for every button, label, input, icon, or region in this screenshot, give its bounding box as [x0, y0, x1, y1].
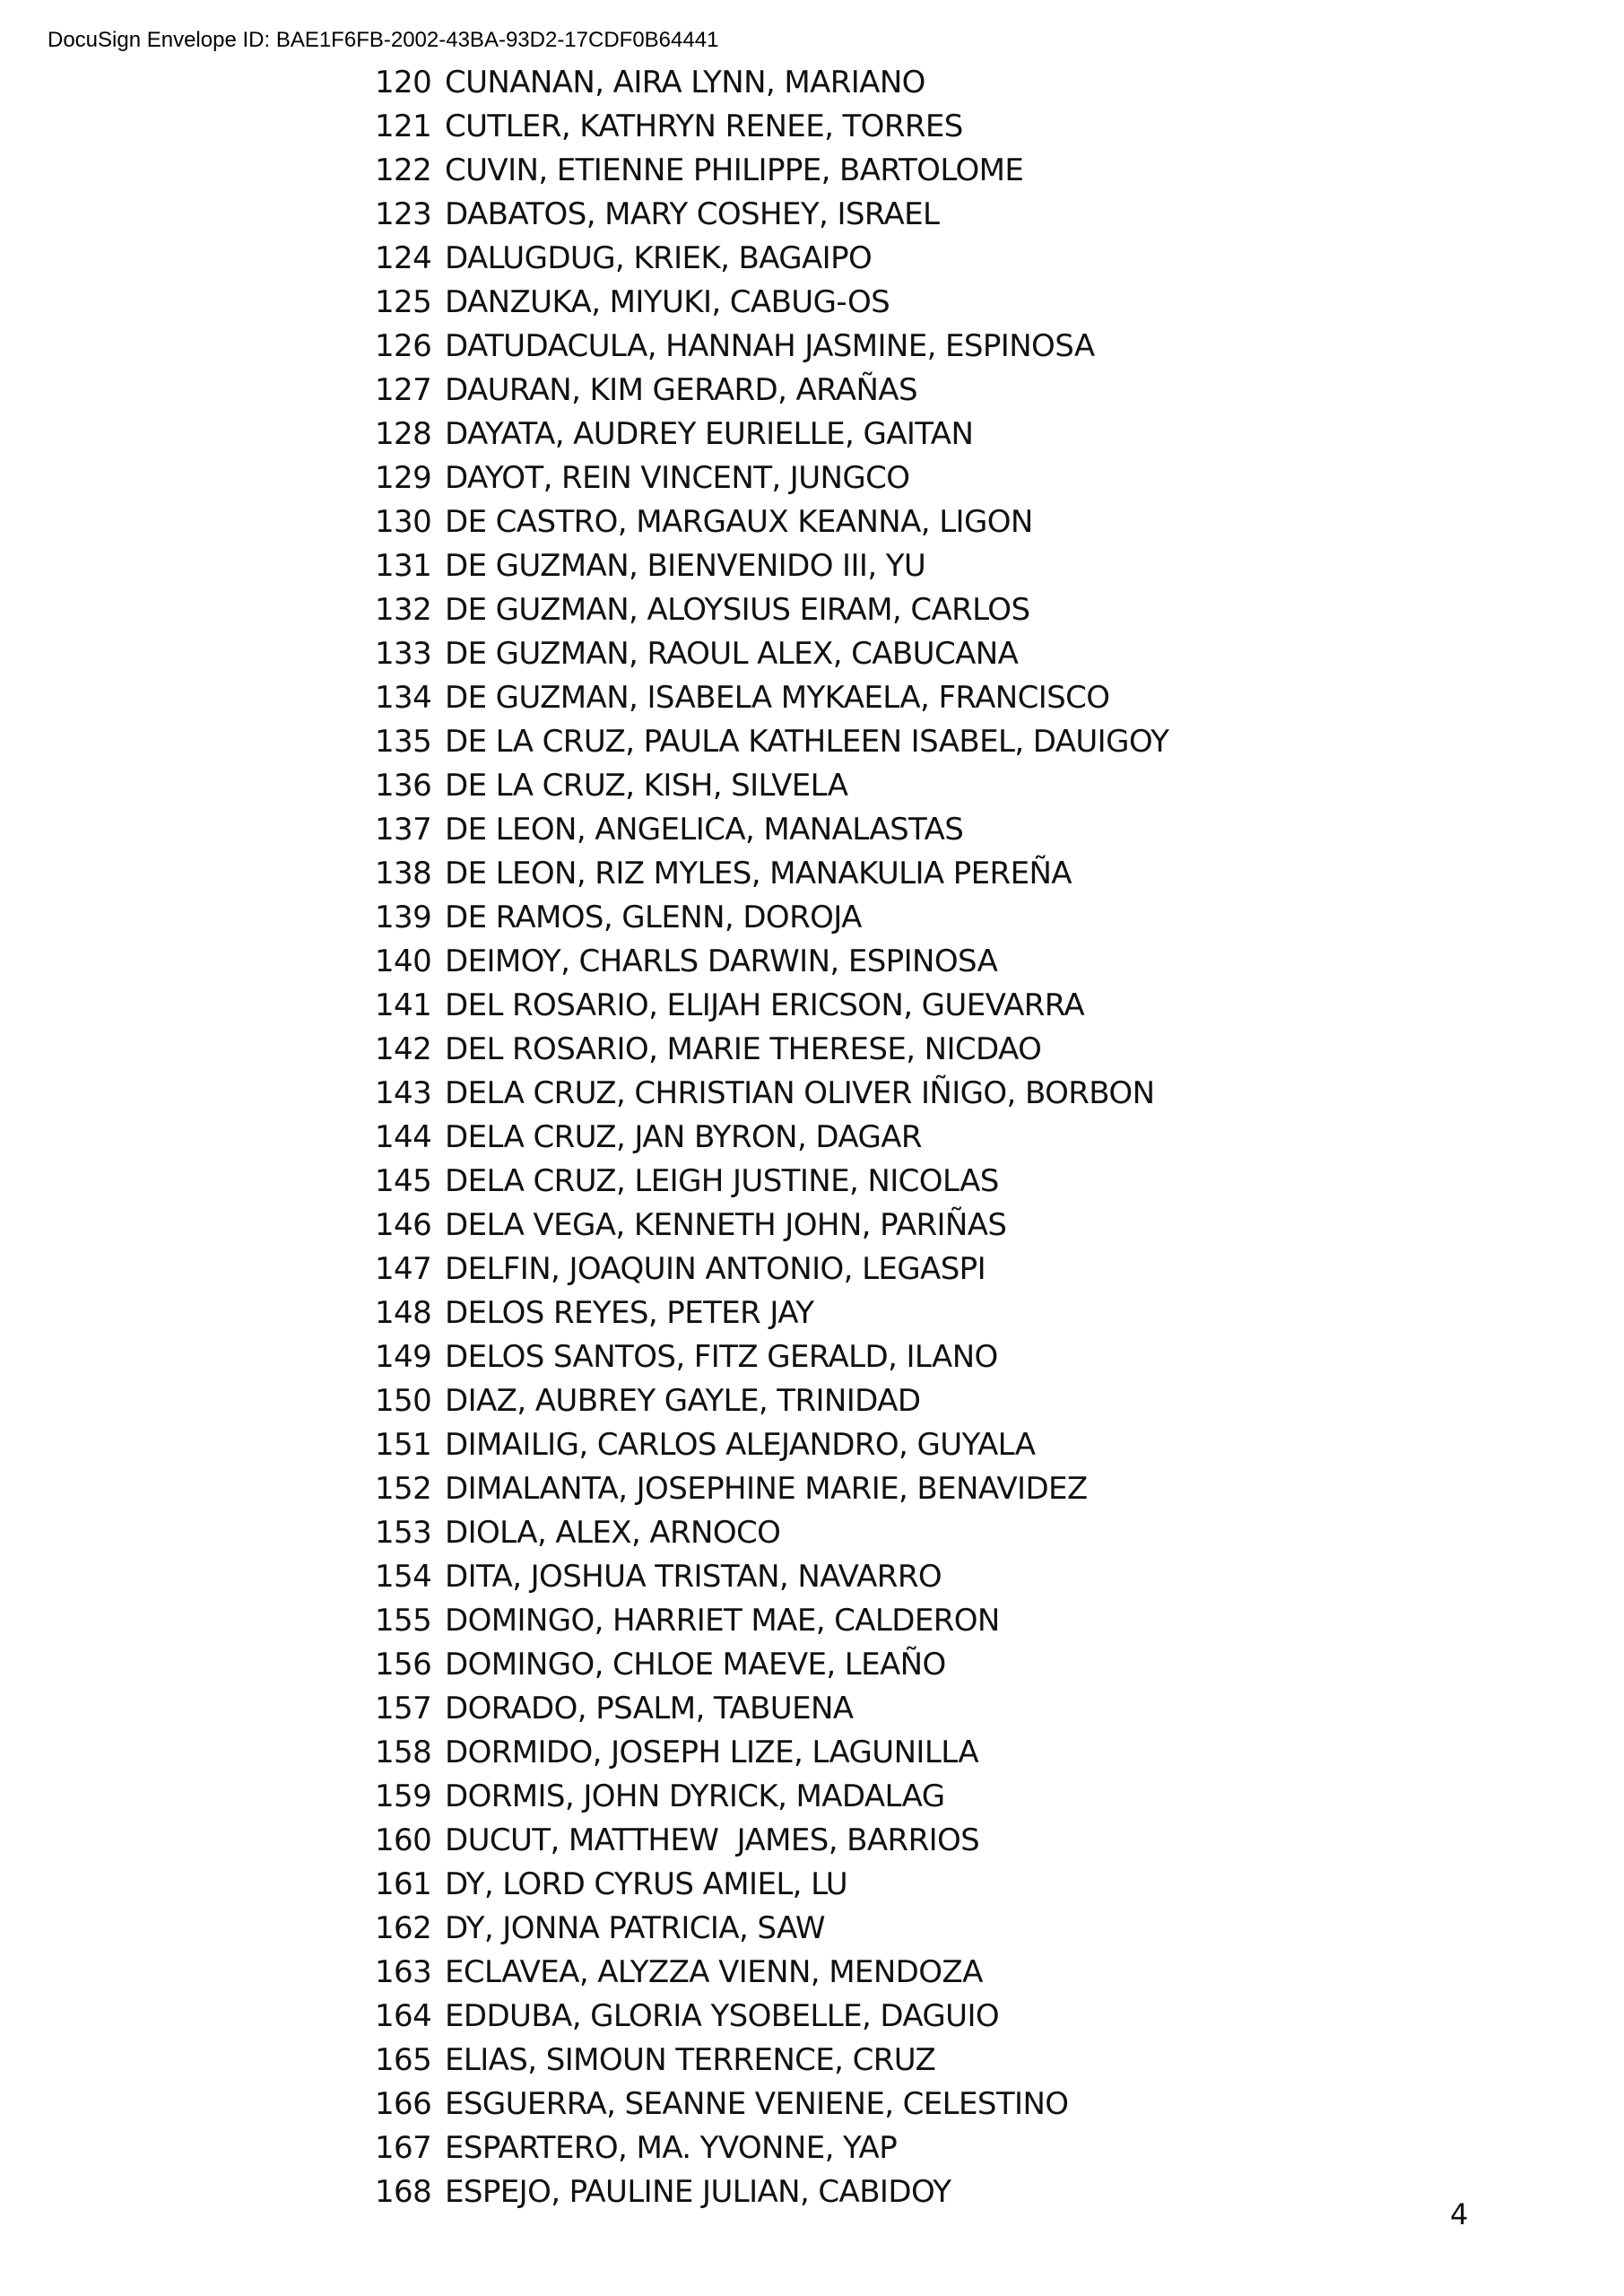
- entry-name: DE GUZMAN, BIENVENIDO III, YU: [445, 547, 926, 584]
- list-item: [375, 1071, 1168, 1115]
- list-item: [375, 368, 1168, 412]
- list-item: [375, 763, 1168, 807]
- entry-number: 147: [375, 1250, 432, 1287]
- list-item: [375, 587, 1168, 631]
- entry-number: 138: [375, 855, 432, 891]
- entry-name: DE LA CRUZ, PAULA KATHLEEN ISABEL, DAUIGOY: [445, 723, 1169, 760]
- entry-name: DORMIDO, JOSEPH LIZE, LAGUNILLA: [445, 1734, 978, 1770]
- entry-number: 142: [375, 1031, 432, 1067]
- entry-number: 156: [375, 1646, 432, 1683]
- entry-number: 139: [375, 899, 432, 935]
- entry-number: 164: [375, 1997, 432, 2034]
- entry-number: 131: [375, 547, 432, 584]
- entry-number: 140: [375, 943, 432, 979]
- entry-number: 149: [375, 1338, 432, 1375]
- list-item: [375, 675, 1168, 719]
- list-item: [375, 939, 1168, 983]
- entry-name: DANZUKA, MIYUKI, CABUG-OS: [445, 283, 890, 320]
- list-item: [375, 412, 1168, 456]
- entry-name: DELOS SANTOS, FITZ GERALD, ILANO: [445, 1338, 998, 1375]
- list-item: [375, 456, 1168, 500]
- list-item: [375, 895, 1168, 939]
- entry-number: 143: [375, 1074, 432, 1111]
- entry-name: ECLAVEA, ALYZZA VIENN, MENDOZA: [445, 1953, 983, 1990]
- entry-number: 160: [375, 1822, 432, 1858]
- entry-number: 168: [375, 2173, 432, 2210]
- list-item: [375, 324, 1168, 368]
- list-item: [375, 192, 1168, 236]
- entry-name: CUTLER, KATHRYN RENEE, TORRES: [445, 108, 963, 144]
- list-item: [375, 2170, 1168, 2213]
- entry-number: 163: [375, 1953, 432, 1990]
- list-item: [375, 1159, 1168, 1203]
- entry-number: 121: [375, 108, 432, 144]
- entry-name: DAURAN, KIM GERARD, ARAÑAS: [445, 371, 917, 408]
- entry-name: DEL ROSARIO, MARIE THERESE, NICDAO: [445, 1031, 1042, 1067]
- entry-number: 148: [375, 1294, 432, 1331]
- entry-name: DELA CRUZ, CHRISTIAN OLIVER IÑIGO, BORBON: [445, 1074, 1155, 1111]
- entry-number: 155: [375, 1602, 432, 1639]
- entry-name: DE GUZMAN, RAOUL ALEX, CABUCANA: [445, 635, 1019, 672]
- entry-number: 157: [375, 1690, 432, 1726]
- entry-name: DE GUZMAN, ALOYSIUS EIRAM, CARLOS: [445, 591, 1030, 628]
- entry-number: 141: [375, 987, 432, 1023]
- list-item: [375, 1115, 1168, 1159]
- entry-name: DE LA CRUZ, KISH, SILVELA: [445, 767, 848, 804]
- entry-number: 122: [375, 152, 432, 188]
- list-item: [375, 1774, 1168, 1818]
- entry-number: 127: [375, 371, 432, 408]
- list-item: [375, 2126, 1168, 2170]
- entry-name: DIMAILIG, CARLOS ALEJANDRO, GUYALA: [445, 1426, 1036, 1463]
- entry-number: 134: [375, 679, 432, 716]
- list-item: [375, 983, 1168, 1027]
- entry-name: ELIAS, SIMOUN TERRENCE, CRUZ: [445, 2041, 936, 2078]
- list-item: [375, 1598, 1168, 1642]
- list-item: [375, 104, 1168, 148]
- entry-number: 159: [375, 1778, 432, 1814]
- entry-name: DY, LORD CYRUS AMIEL, LU: [445, 1866, 848, 1902]
- entry-name: ESPEJO, PAULINE JULIAN, CABIDOY: [445, 2173, 951, 2210]
- entry-name: DITA, JOSHUA TRISTAN, NAVARRO: [445, 1558, 942, 1595]
- envelope-id-header: DocuSign Envelope ID: BAE1F6FB-2002-43BA-93D2-17CDF0B64441: [48, 28, 719, 52]
- entry-name: DABATOS, MARY COSHEY, ISRAEL: [445, 196, 940, 232]
- list-item: [375, 1378, 1168, 1422]
- list-item: [375, 236, 1168, 280]
- entry-name: DORMIS, JOHN DYRICK, MADALAG: [445, 1778, 945, 1814]
- entry-name: DEL ROSARIO, ELIJAH ERICSON, GUEVARRA: [445, 987, 1085, 1023]
- entry-name: DELA CRUZ, LEIGH JUSTINE, NICOLAS: [445, 1162, 999, 1199]
- list-item: [375, 148, 1168, 192]
- list-item: [375, 1422, 1168, 1466]
- entry-number: 162: [375, 1909, 432, 1946]
- list-item: [375, 1247, 1168, 1291]
- list-item: [375, 1027, 1168, 1071]
- entry-name: DIMALANTA, JOSEPHINE MARIE, BENAVIDEZ: [445, 1470, 1088, 1507]
- entry-number: 166: [375, 2085, 432, 2122]
- entry-name: DIOLA, ALEX, ARNOCO: [445, 1514, 781, 1551]
- entry-name: CUNANAN, AIRA LYNN, MARIANO: [445, 64, 925, 100]
- list-item: [375, 1335, 1168, 1378]
- list-item: [375, 1203, 1168, 1247]
- list-item: [375, 851, 1168, 895]
- entry-number: 136: [375, 767, 432, 804]
- list-item: [375, 544, 1168, 587]
- entry-number: 144: [375, 1118, 432, 1155]
- entry-name: DOMINGO, HARRIET MAE, CALDERON: [445, 1602, 1000, 1639]
- entry-name: ESPARTERO, MA. YVONNE, YAP: [445, 2129, 898, 2166]
- entry-number: 152: [375, 1470, 432, 1507]
- list-item: [375, 1466, 1168, 1510]
- list-item: [375, 1291, 1168, 1335]
- list-item: [375, 1950, 1168, 1994]
- list-item: [375, 719, 1168, 763]
- entry-number: 137: [375, 811, 432, 848]
- name-list: [375, 60, 1168, 2213]
- entry-name: DATUDACULA, HANNAH JASMINE, ESPINOSA: [445, 327, 1095, 364]
- entry-name: DOMINGO, CHLOE MAEVE, LEAÑO: [445, 1646, 946, 1683]
- list-item: [375, 1730, 1168, 1774]
- entry-name: DE RAMOS, GLENN, DOROJA: [445, 899, 862, 935]
- entry-name: CUVIN, ETIENNE PHILIPPE, BARTOLOME: [445, 152, 1024, 188]
- entry-name: DELOS REYES, PETER JAY: [445, 1294, 814, 1331]
- list-item: [375, 1862, 1168, 1906]
- entry-name: DAYATA, AUDREY EURIELLE, GAITAN: [445, 415, 974, 452]
- entry-number: 154: [375, 1558, 432, 1595]
- list-item: [375, 807, 1168, 851]
- entry-number: 167: [375, 2129, 432, 2166]
- list-item: [375, 1642, 1168, 1686]
- entry-number: 126: [375, 327, 432, 364]
- entry-name: DUCUT, MATTHEW JAMES, BARRIOS: [445, 1822, 980, 1858]
- entry-number: 125: [375, 283, 432, 320]
- entry-name: DALUGDUG, KRIEK, BAGAIPO: [445, 239, 873, 276]
- entry-number: 150: [375, 1382, 432, 1419]
- entry-name: DE GUZMAN, ISABELA MYKAELA, FRANCISCO: [445, 679, 1110, 716]
- list-item: [375, 1818, 1168, 1862]
- entry-name: DE LEON, RIZ MYLES, MANAKULIA PEREÑA: [445, 855, 1072, 891]
- list-item: [375, 60, 1168, 104]
- entry-number: 153: [375, 1514, 432, 1551]
- list-item: [375, 280, 1168, 324]
- list-item: [375, 1510, 1168, 1554]
- entry-number: 145: [375, 1162, 432, 1199]
- entry-name: DIAZ, AUBREY GAYLE, TRINIDAD: [445, 1382, 921, 1419]
- entry-name: DEIMOY, CHARLS DARWIN, ESPINOSA: [445, 943, 998, 979]
- entry-name: DY, JONNA PATRICIA, SAW: [445, 1909, 825, 1946]
- entry-name: DE CASTRO, MARGAUX KEANNA, LIGON: [445, 503, 1033, 540]
- entry-number: 124: [375, 239, 432, 276]
- entry-name: DELFIN, JOAQUIN ANTONIO, LEGASPI: [445, 1250, 986, 1287]
- list-item: [375, 1686, 1168, 1730]
- entry-number: 130: [375, 503, 432, 540]
- entry-number: 158: [375, 1734, 432, 1770]
- list-item: [375, 1906, 1168, 1950]
- entry-number: 120: [375, 64, 432, 100]
- entry-number: 132: [375, 591, 432, 628]
- page-number: 4: [1450, 2197, 1469, 2231]
- list-item: [375, 500, 1168, 544]
- list-item: [375, 1554, 1168, 1598]
- list-item: [375, 2082, 1168, 2126]
- entry-number: 165: [375, 2041, 432, 2078]
- list-item: [375, 1994, 1168, 2038]
- entry-name: DAYOT, REIN VINCENT, JUNGCO: [445, 459, 910, 496]
- entry-number: 123: [375, 196, 432, 232]
- entry-number: 129: [375, 459, 432, 496]
- entry-name: DORADO, PSALM, TABUENA: [445, 1690, 854, 1726]
- entry-number: 146: [375, 1206, 432, 1243]
- entry-number: 161: [375, 1866, 432, 1902]
- entry-number: 151: [375, 1426, 432, 1463]
- entry-name: DELA VEGA, KENNETH JOHN, PARIÑAS: [445, 1206, 1007, 1243]
- entry-number: 133: [375, 635, 432, 672]
- entry-number: 128: [375, 415, 432, 452]
- entry-name: DELA CRUZ, JAN BYRON, DAGAR: [445, 1118, 922, 1155]
- entry-number: 135: [375, 723, 432, 760]
- entry-name: DE LEON, ANGELICA, MANALASTAS: [445, 811, 964, 848]
- entry-name: ESGUERRA, SEANNE VENIENE, CELESTINO: [445, 2085, 1069, 2122]
- list-item: [375, 2038, 1168, 2082]
- entry-name: EDDUBA, GLORIA YSOBELLE, DAGUIO: [445, 1997, 1000, 2034]
- list-item: [375, 631, 1168, 675]
